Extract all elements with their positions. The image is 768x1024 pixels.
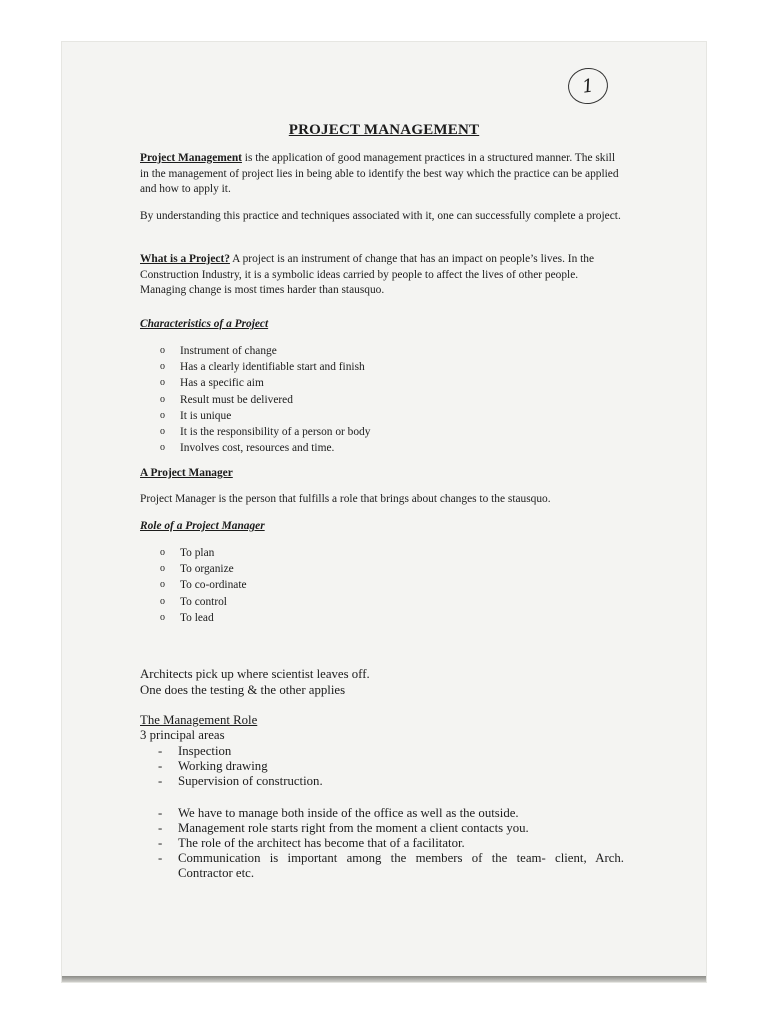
list-item-text: The role of the architect has become that of a facilitator. [178,836,465,850]
list-item-text: Communication is important among the members of the team- client, Arch. [178,851,624,865]
architects-line-2: One does the testing & the other applies [140,683,346,697]
dash-icon: - [158,851,163,865]
bullet-icon: o [160,426,165,438]
list-item-text: Result must be delivered [180,393,293,406]
bullet-icon: o [160,611,165,623]
dash-icon: - [158,821,163,835]
intro-term: Project Management [140,152,242,164]
bullet-icon: o [160,547,165,558]
list-item-text: To lead [180,611,214,624]
list-item [158,806,624,821]
list-item [160,408,370,424]
bullet-icon: o [160,579,165,591]
dash-icon: - [158,759,163,773]
role-heading-text: Role of a Project Manager [140,520,265,532]
list-item [160,610,247,626]
list-item [160,594,247,610]
list-item [160,440,370,456]
page-edge [62,976,706,982]
list-item [160,561,247,577]
document-title: PROJECT MANAGEMENT [288,122,480,138]
list-item-text: To organize [180,563,234,576]
manager-heading [140,466,622,482]
manager-paragraph: Project Manager is the person that fulfills a role that brings about changes to the stausquo. [140,493,551,505]
dash-icon: - [158,836,163,850]
role-list [160,545,247,626]
list-item-text: Supervision of construction. [178,774,323,788]
intro-paragraph [140,151,622,198]
dash-icon: - [158,774,163,788]
list-item [160,545,247,561]
architects-line-1: Architects pick up where scientist leaves off. [140,667,370,681]
role-heading [140,519,622,535]
list-item [160,375,370,391]
bullet-icon: o [160,393,165,405]
characteristics-list [160,343,370,456]
dash-icon: - [158,744,163,758]
list-item-text: Management role starts right from the moment a client contacts you. [178,821,529,835]
bullet-icon: o [160,361,165,373]
bullet-icon: o [160,345,165,356]
list-item [158,744,323,759]
list-item-text: Has a specific aim [180,377,264,390]
list-item [158,851,624,881]
bullet-icon: o [160,595,165,607]
characteristics-heading [140,317,622,333]
areas-list [158,744,323,789]
bullet-icon: o [160,563,165,575]
bullet-icon: o [160,409,165,421]
understanding-paragraph: By understanding this practice and techniques associated with it, one can successfully complete a project. [140,210,621,222]
list-item [158,759,323,774]
characteristics-heading-text: Characteristics of a Project [140,318,269,330]
management-role-heading [140,713,630,728]
list-item-text-continued: Contractor etc. [178,866,255,880]
list-item [160,577,247,593]
list-item [160,392,370,408]
list-item [158,836,624,851]
bullet-icon: o [160,377,165,389]
what-is-heading: What is a Project? [140,253,230,265]
page-number-text: 1 [580,74,596,98]
dash-icon: - [158,806,163,820]
list-item-text: Involves cost, resources and time. [180,442,335,455]
list-item-text: It is the responsibility of a person or body [180,426,371,439]
list-item-text: Instrument of change [180,345,277,357]
list-item-text: To plan [180,547,215,559]
list-item [158,774,323,789]
what-is-paragraph [140,252,622,299]
management-role-heading-text: The Management Role [140,713,258,727]
management-role-subheading: 3 principal areas [140,728,225,742]
list-item [160,359,370,375]
list-item [160,343,370,359]
list-item [160,424,370,440]
list-item [158,821,624,836]
list-item-text: To co-ordinate [180,579,247,592]
bullet-icon: o [160,442,165,454]
manager-heading-text: A Project Manager [140,467,233,479]
intro-text: is the application of good management practices in a structured manner. The skill in the management of project lies in being able to identify the best way which the practice can be applied and how to apply it. [140,152,619,195]
list-item-text: To control [180,595,227,608]
list-item-text: Inspection [178,744,232,758]
list-item-text: Working drawing [178,759,268,773]
list-item-text: We have to manage both inside of the office as well as the outside. [178,806,519,820]
list-item-text: It is unique [180,409,232,422]
list-item-text: Has a clearly identifiable start and finish [180,361,365,374]
points-list [158,806,624,881]
what-is-text: A project is an instrument of change that has an impact on people’s lives. In the Construction Industry, it is a symbolic ideas carried by people to affect the lives of other people. Managing change is most times harder than stausquo. [140,253,595,296]
